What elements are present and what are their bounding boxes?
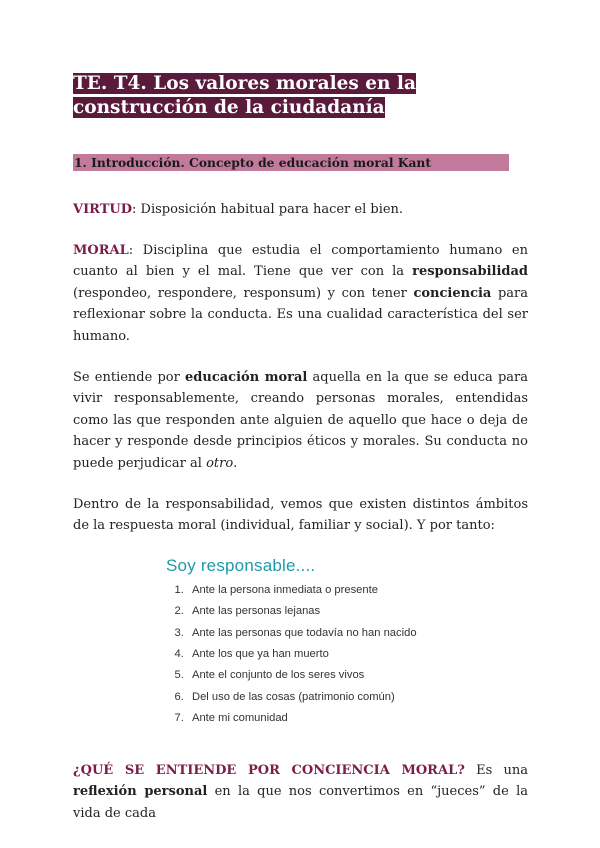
virtud-text: : Disposición habitual para hacer el bien. — [132, 202, 404, 217]
list-item: 3. Ante las personas que todavía no han nacido — [187, 623, 528, 644]
list-item: 5. Ante el conjunto de los seres vivos — [187, 665, 528, 686]
list-item: 2. Ante las personas lejanas — [187, 601, 528, 622]
text: aquella en la que se educa para vivir responsablemente, creando personas morales, entendidas como las que responden ante alguien de aquello que hace o deja de hacer y responde desde principios éticos y morales. Su conducta no puede perjudicar al — [73, 369, 528, 471]
term-virtud: VIRTUD — [73, 202, 133, 217]
title-text: TE. T4. Los valores morales en la construcción de la ciudadanía — [73, 73, 416, 118]
list-item: 7. Ante mi comunidad — [187, 708, 528, 729]
term-moral: MORAL — [73, 242, 129, 258]
bold-term: conciencia — [413, 285, 492, 301]
list-item: 1. Ante la persona inmediata o presente — [187, 580, 528, 601]
bold-term: reflexión personal — [73, 784, 208, 800]
document-content — [73, 72, 528, 843]
text: : Disciplina que estudia el comportamiento humano en cuanto al bien y el mal. Tiene que ver con la — [73, 242, 528, 280]
section-heading: 1. Introducción. Concepto de educación moral Kant — [73, 154, 509, 171]
bold-term: responsabilidad — [412, 264, 528, 280]
italic-term: otro — [206, 455, 234, 471]
conciencia-paragraph — [73, 760, 528, 825]
text: en la que nos convertimos en “jueces” de la vida de cada — [73, 784, 528, 821]
term-conciencia: ¿QUÉ SE ENTIENDE POR CONCIENCIA MORAL? — [73, 762, 465, 778]
text: (respondeo, respondere, responsum) y con tener — [73, 285, 414, 301]
dentro-paragraph: Dentro de la responsabilidad, vemos que existen distintos ámbitos de la respuesta moral (individual, familiar y social). Y por tanto: — [73, 496, 528, 534]
text: para reflexionar sobre la conducta. Es una cualidad característica del ser humano. — [73, 285, 528, 344]
figure-heading: Soy responsable.... — [166, 555, 316, 575]
page-title — [73, 72, 528, 120]
list-item: 4. Ante los que ya han muerto — [187, 644, 528, 665]
text: . — [233, 455, 238, 471]
educacion-paragraph — [73, 367, 528, 475]
responsibility-figure — [161, 556, 528, 730]
moral-paragraph — [73, 240, 528, 348]
list-item: 6. Del uso de las cosas (patrimonio común) — [187, 687, 528, 708]
virtud-paragraph — [73, 199, 528, 221]
bold-term: educación moral — [185, 369, 308, 385]
text: Se entiende por — [73, 369, 186, 385]
text: Es una — [464, 762, 529, 778]
responsibility-list — [161, 580, 528, 730]
